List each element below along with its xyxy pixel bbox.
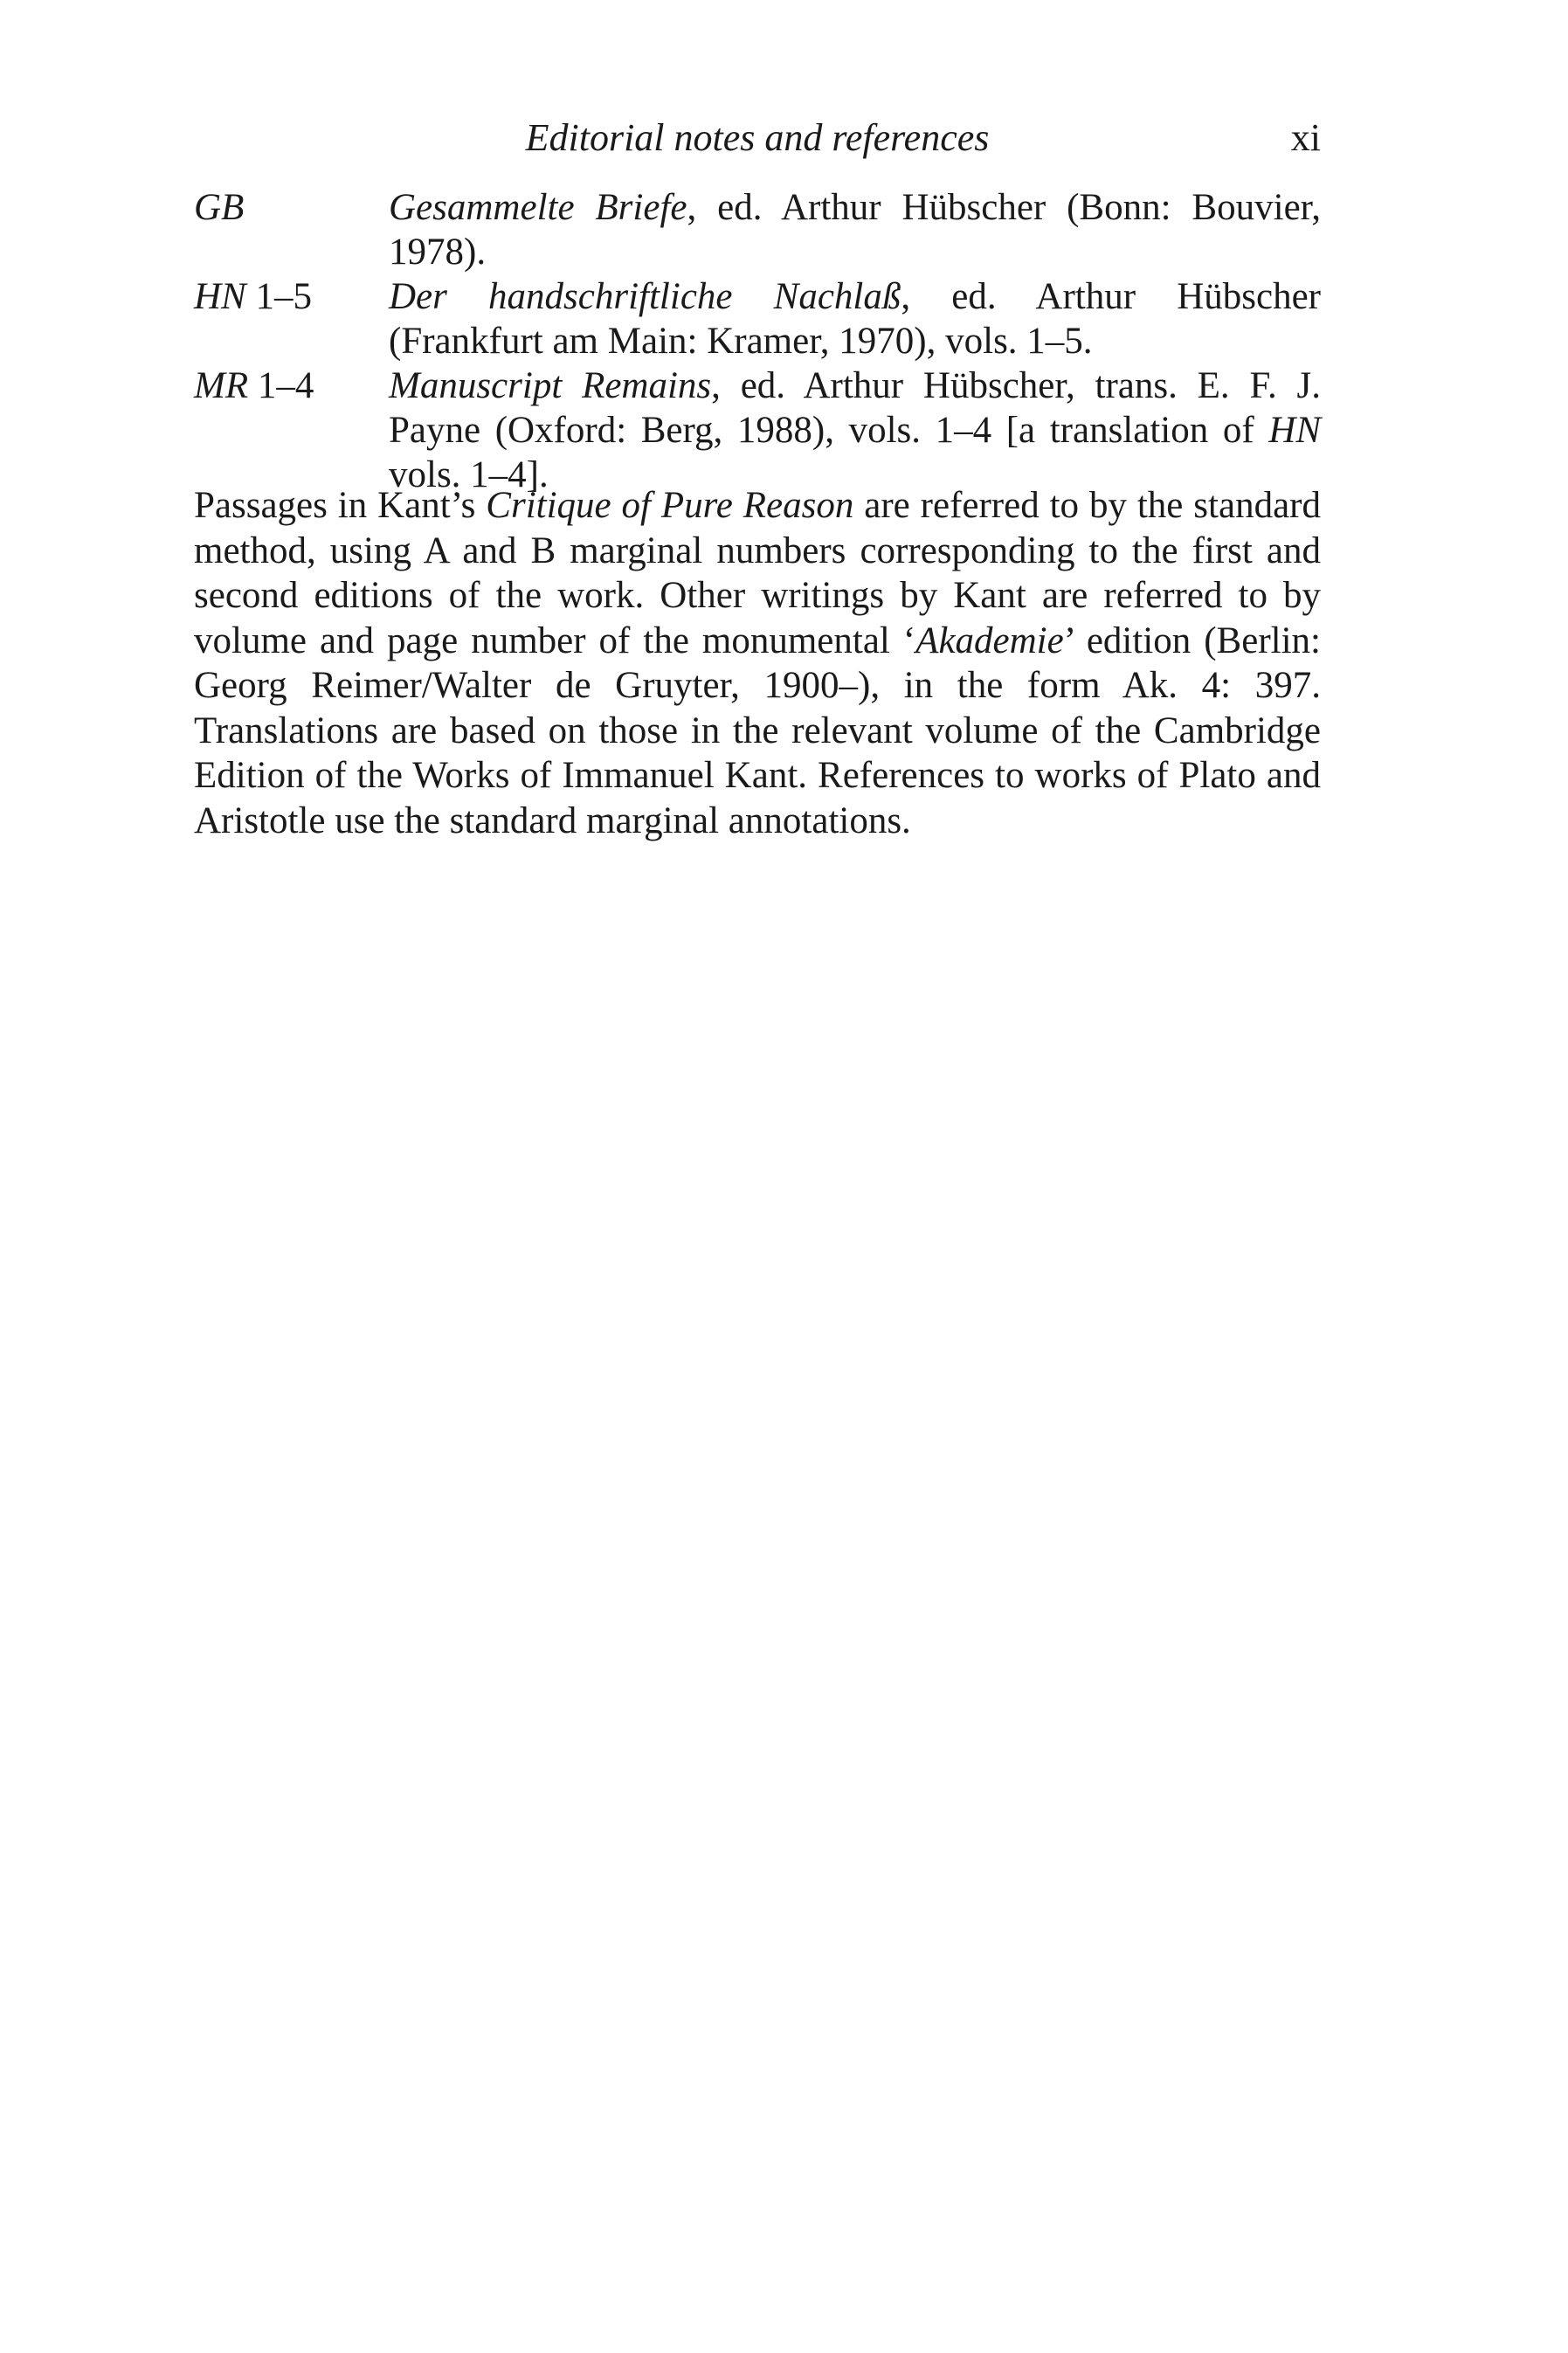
running-head bbox=[194, 112, 1321, 164]
abbreviation-reference bbox=[389, 274, 1321, 363]
abbreviation-reference bbox=[389, 185, 1321, 274]
reference-details: , ed. Arthur Hübscher (Frankfurt am Main: Kramer, 1970), vols. 1–5. bbox=[389, 276, 1321, 362]
abbreviation-key bbox=[194, 363, 389, 497]
page-number: xi bbox=[1290, 116, 1321, 159]
paragraph-text: are referred to by the standard method, using A and B marginal numbers corresponding to the first and second editions of the work. Other writings by Kant are referred to by volume and page number of the monumental ‘ bbox=[194, 485, 1321, 661]
paragraph-text: ’ edition (Berlin: Georg Reimer/Walter de Gruyter, 1900–), in the form Ak. 4: 397. Translations are based on those in the relevant volume of the Cambridge Edition of the Works of Immanuel Kant. References to works of Plato and Aristotle use the standard marginal annotations. bbox=[194, 619, 1321, 841]
abbreviation-entry-gb bbox=[194, 185, 1321, 274]
paragraph-italic-edition: Akademie bbox=[915, 619, 1064, 661]
abbreviation-key-letters: HN bbox=[194, 276, 246, 317]
reference-title: Gesammelte Briefe bbox=[389, 187, 687, 228]
reference-details-end: vols. 1–4]. bbox=[389, 454, 549, 495]
abbreviation-key-letters: MR bbox=[194, 365, 249, 406]
reference-details: , ed. Arthur Hübscher (Bonn: Bouvier, 1978). bbox=[389, 187, 1321, 273]
reference-details: , ed. Arthur Hübscher, trans. E. F. J. Payne (Oxford: Berg, 1988), vols. 1–4 [a translation of bbox=[389, 365, 1321, 451]
abbreviation-key bbox=[194, 185, 389, 274]
abbreviation-entry-hn bbox=[194, 274, 1321, 363]
abbreviation-list bbox=[194, 185, 1321, 497]
abbreviation-key-volumes: 1–5 bbox=[245, 276, 312, 317]
running-title: Editorial notes and references bbox=[525, 116, 990, 159]
reference-title: Manuscript Remains bbox=[389, 365, 712, 406]
paragraph-italic-title: Critique of Pure Reason bbox=[486, 485, 854, 526]
abbreviation-entry-mr bbox=[194, 363, 1321, 497]
abbreviation-reference bbox=[389, 363, 1321, 497]
abbreviation-key-letters: GB bbox=[194, 187, 245, 228]
reference-details-italic: HN bbox=[1268, 410, 1321, 451]
body-paragraph bbox=[194, 483, 1321, 843]
paragraph-text: Passages in Kant’s bbox=[194, 485, 487, 526]
abbreviation-key bbox=[194, 274, 389, 363]
abbreviation-key-volumes: 1–4 bbox=[248, 365, 314, 406]
reference-title: Der handschriftliche Nachlaß bbox=[389, 276, 901, 317]
